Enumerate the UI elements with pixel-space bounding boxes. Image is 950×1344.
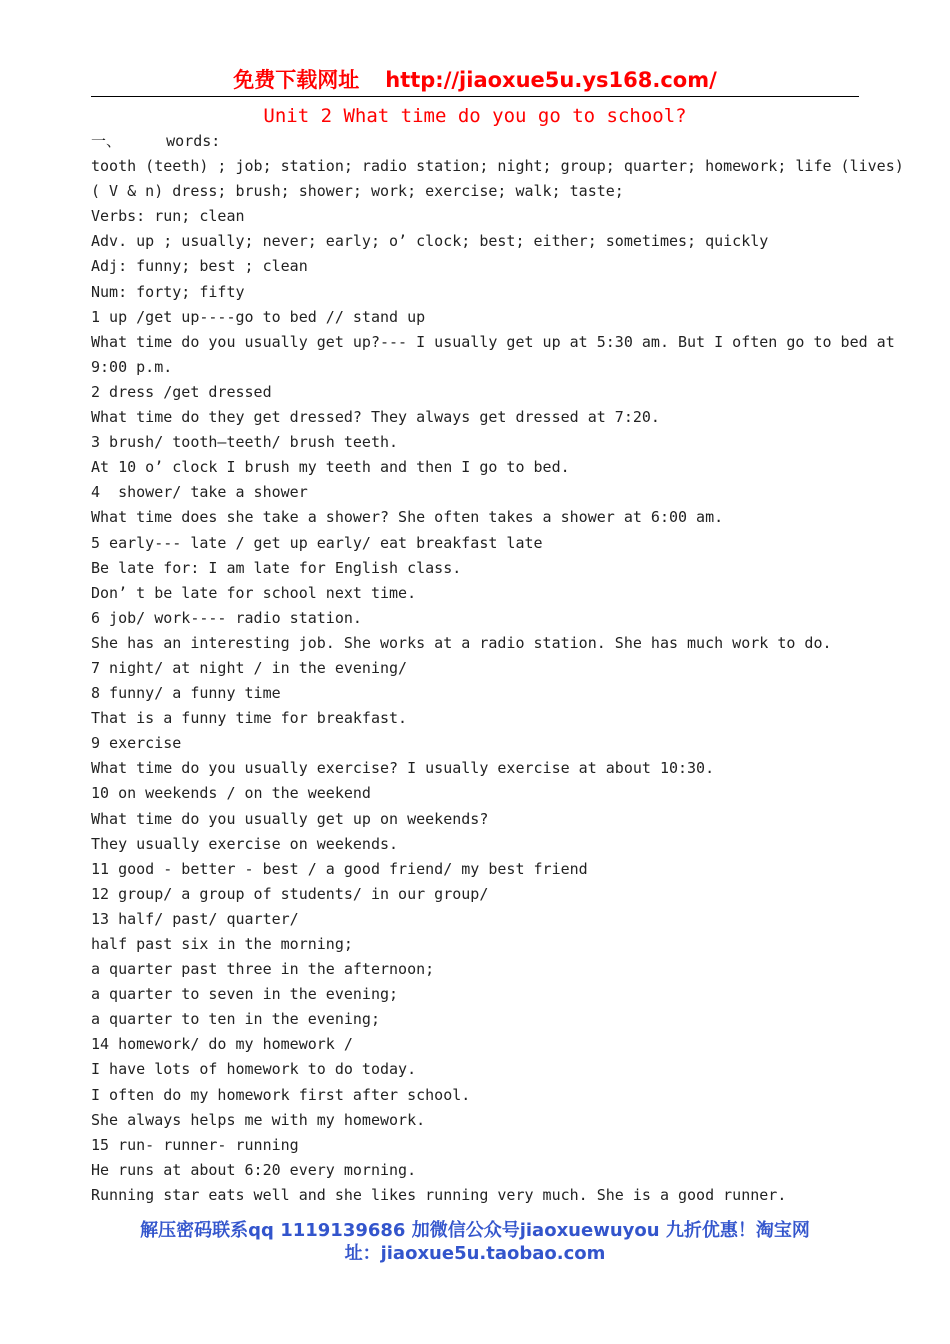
text-line: 12 group/ a group of students/ in our group/ xyxy=(91,884,489,903)
text-line: I often do my homework first after school. xyxy=(91,1085,471,1104)
page-footer xyxy=(91,1219,859,1265)
text-line: That is a funny time for breakfast. xyxy=(91,709,408,728)
text-line: Num: forty; fifty xyxy=(91,282,245,301)
text-line: What time do you usually get up?--- I usually get up at 5:30 am. But I often go to bed at xyxy=(91,332,895,351)
text-line: I have lots of homework to do today. xyxy=(91,1060,417,1079)
text-line: a quarter to ten in the evening; xyxy=(91,1010,380,1029)
document-body xyxy=(91,129,904,1208)
text-line: What time do they get dressed? They always get dressed at 7:20. xyxy=(91,408,660,427)
text-line: 13 half/ past/ quarter/ xyxy=(91,909,299,928)
text-line: What time do you usually get up on weekends? xyxy=(91,809,489,828)
text-line: At 10 o’ clock I brush my teeth and then I go to bed. xyxy=(91,458,570,477)
text-line: Verbs: run; clean xyxy=(91,207,245,226)
text-line: half past six in the morning; xyxy=(91,935,353,953)
text-line: He runs at about 6:20 every morning. xyxy=(91,1160,417,1179)
document-title: Unit 2 What time do you go to school? xyxy=(263,105,687,127)
text-line: She has an interesting job. She works at a radio station. She has much work to do. xyxy=(91,633,832,652)
text-line: 2 dress /get dressed xyxy=(91,382,272,401)
text-line: 6 job/ work---- radio station. xyxy=(91,608,362,627)
text-line: 1 up /get up----go to bed // stand up xyxy=(91,307,426,326)
text-line: What time does she take a shower? She often takes a shower at 6:00 am. xyxy=(91,508,724,527)
text-line: ( V & n) dress; brush; shower; work; exercise; walk; taste; xyxy=(91,182,624,201)
text-line: What time do you usually exercise? I usually exercise at about 10:30. xyxy=(91,759,715,778)
text-line: 5 early--- late / get up early/ eat breakfast late xyxy=(91,533,543,552)
footer-line-2: 址：jiaoxue5u.taobao.com xyxy=(344,1243,606,1264)
page-header xyxy=(91,64,859,97)
text-line: Adv. up ; usually; never; early; o’ clock; best; either; sometimes; quickly xyxy=(91,232,769,251)
text-line: 8 funny/ a funny time xyxy=(91,684,281,703)
text-line: 7 night/ at night / in the evening/ xyxy=(91,658,408,677)
text-line: Don’ t be late for school next time. xyxy=(91,583,417,602)
text-line: tooth (teeth) ; job; station; radio station; night; group; quarter; homework; life (lives) xyxy=(91,157,904,176)
download-url-link[interactable]: http://jiaoxue5u.ys168.com/ xyxy=(385,68,717,92)
text-line: 9:00 p.m. xyxy=(91,357,173,376)
download-label: 免费下载网址 xyxy=(233,68,360,92)
text-line: 一、 words: xyxy=(91,132,221,150)
text-line: a quarter past three in the afternoon; xyxy=(91,960,435,979)
text-line: 10 on weekends / on the weekend xyxy=(91,784,371,803)
text-line: 3 brush/ tooth—teeth/ brush teeth. xyxy=(91,433,399,452)
footer-line-1: 解压密码联系qq 1119139686 加微信公众号jiaoxuewuyou 九折优惠！淘宝网 xyxy=(140,1220,810,1241)
text-line: a quarter to seven in the evening; xyxy=(91,985,399,1004)
text-line: Adj: funny; best ; clean xyxy=(91,257,308,276)
text-line: They usually exercise on weekends. xyxy=(91,834,399,853)
text-line: Running star eats well and she likes running very much. She is a good runner. xyxy=(91,1185,787,1204)
text-line: 11 good - better - best / a good friend/ my best friend xyxy=(91,859,588,878)
text-line: 4 shower/ take a shower xyxy=(91,483,308,502)
text-line: 14 homework/ do my homework / xyxy=(91,1035,353,1054)
text-line: She always helps me with my homework. xyxy=(91,1110,426,1129)
text-line: 9 exercise xyxy=(91,734,182,753)
text-line: Be late for: I am late for English class. xyxy=(91,558,462,577)
text-line: 15 run- runner- running xyxy=(91,1135,299,1154)
